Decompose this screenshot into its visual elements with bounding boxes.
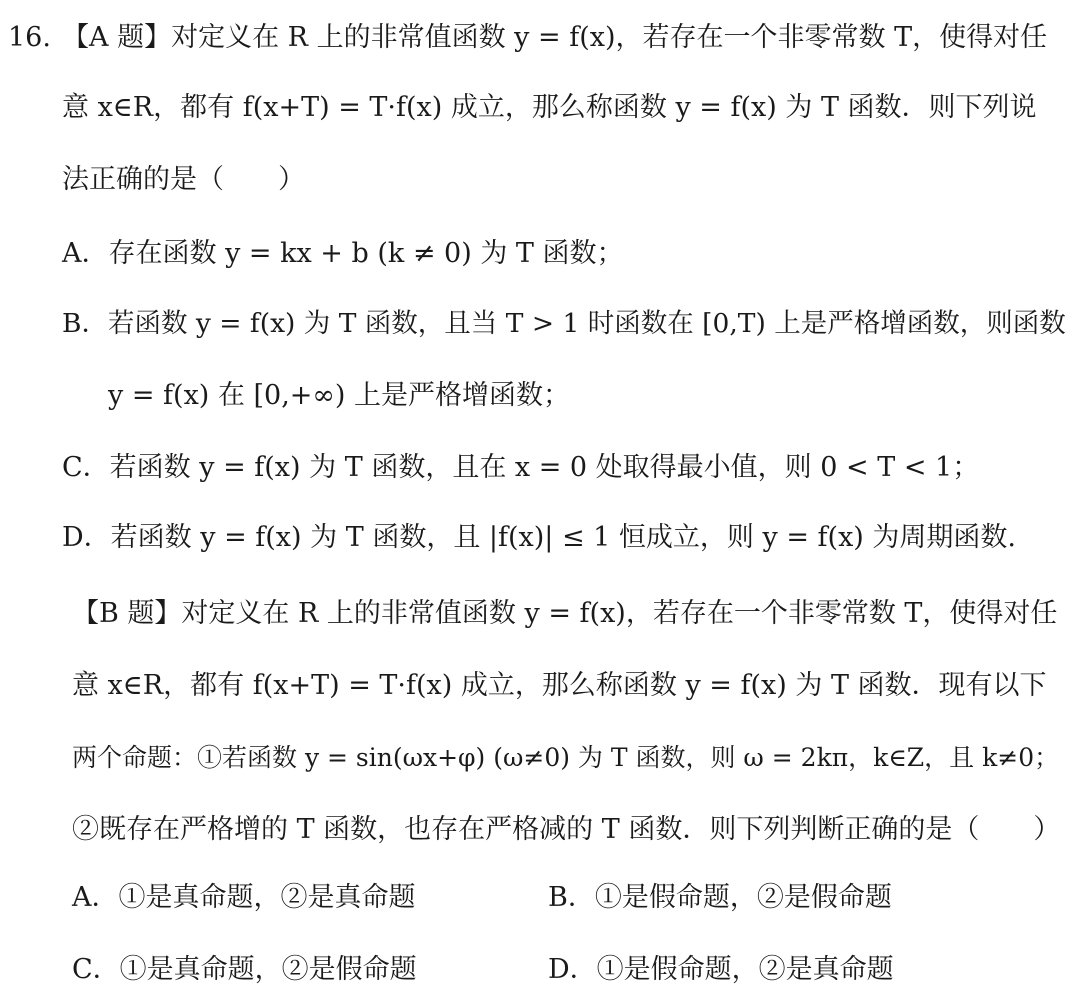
problem-b-line-4: ②既存在严格增的 T 函数，也存在严格减的 T 函数．则下列判断正确的是（ ）: [72, 814, 1061, 845]
problem-a-option-b-continued: y = f(x) 在 [0,+∞) 上是严格增函数；: [108, 380, 571, 411]
question-number: 16.: [8, 22, 51, 53]
problem-b-option-c: C．①是真命题，②是假命题: [72, 954, 417, 985]
problem-a-line-2: 意 x∈R，都有 f(x+T) = T·f(x) 成立，那么称函数 y = f(x) 为 T 函数．则下列说: [62, 92, 1037, 123]
problem-b-line-2: 意 x∈R，都有 f(x+T) = T·f(x) 成立，那么称函数 y = f(x) 为 T 函数．现有以下: [72, 670, 1047, 701]
problem-a-line-1: 【A 题】对定义在 R 上的非常值函数 y = f(x)，若存在一个非零常数 T，使得对任: [62, 22, 1048, 53]
problem-b-line-3: 两个命题：①若函数 y = sin(ωx+φ) (ω≠0) 为 T 函数，则 ω = 2kπ，k∈Z，且 k≠0；: [72, 743, 1060, 772]
problem-a-option-b: B．若函数 y = f(x) 为 T 函数，且当 T > 1 时函数在 [0,T) 上是严格增函数，则函数: [62, 308, 1066, 339]
problem-b-option-d: D．①是假命题，②是真命题: [548, 954, 894, 985]
problem-a-option-a: A．存在函数 y = kx + b (k ≠ 0) 为 T 函数；: [62, 238, 624, 269]
problem-b-line-1: 【B 题】对定义在 R 上的非常值函数 y = f(x)，若存在一个非零常数 T，使得对任: [72, 598, 1058, 629]
problem-a-option-c: C．若函数 y = f(x) 为 T 函数，且在 x = 0 处取得最小值，则 0 < T < 1；: [62, 452, 980, 483]
problem-b-option-b: B．①是假命题，②是假命题: [548, 882, 892, 913]
problem-a-option-d: D．若函数 y = f(x) 为 T 函数，且 |f(x)| ≤ 1 恒成立，则 y = f(x) 为周期函数.: [62, 522, 1017, 553]
problem-a-line-3: 法正确的是（ ）: [62, 164, 305, 195]
problem-b-option-a: A．①是真命题，②是真命题: [72, 882, 416, 913]
